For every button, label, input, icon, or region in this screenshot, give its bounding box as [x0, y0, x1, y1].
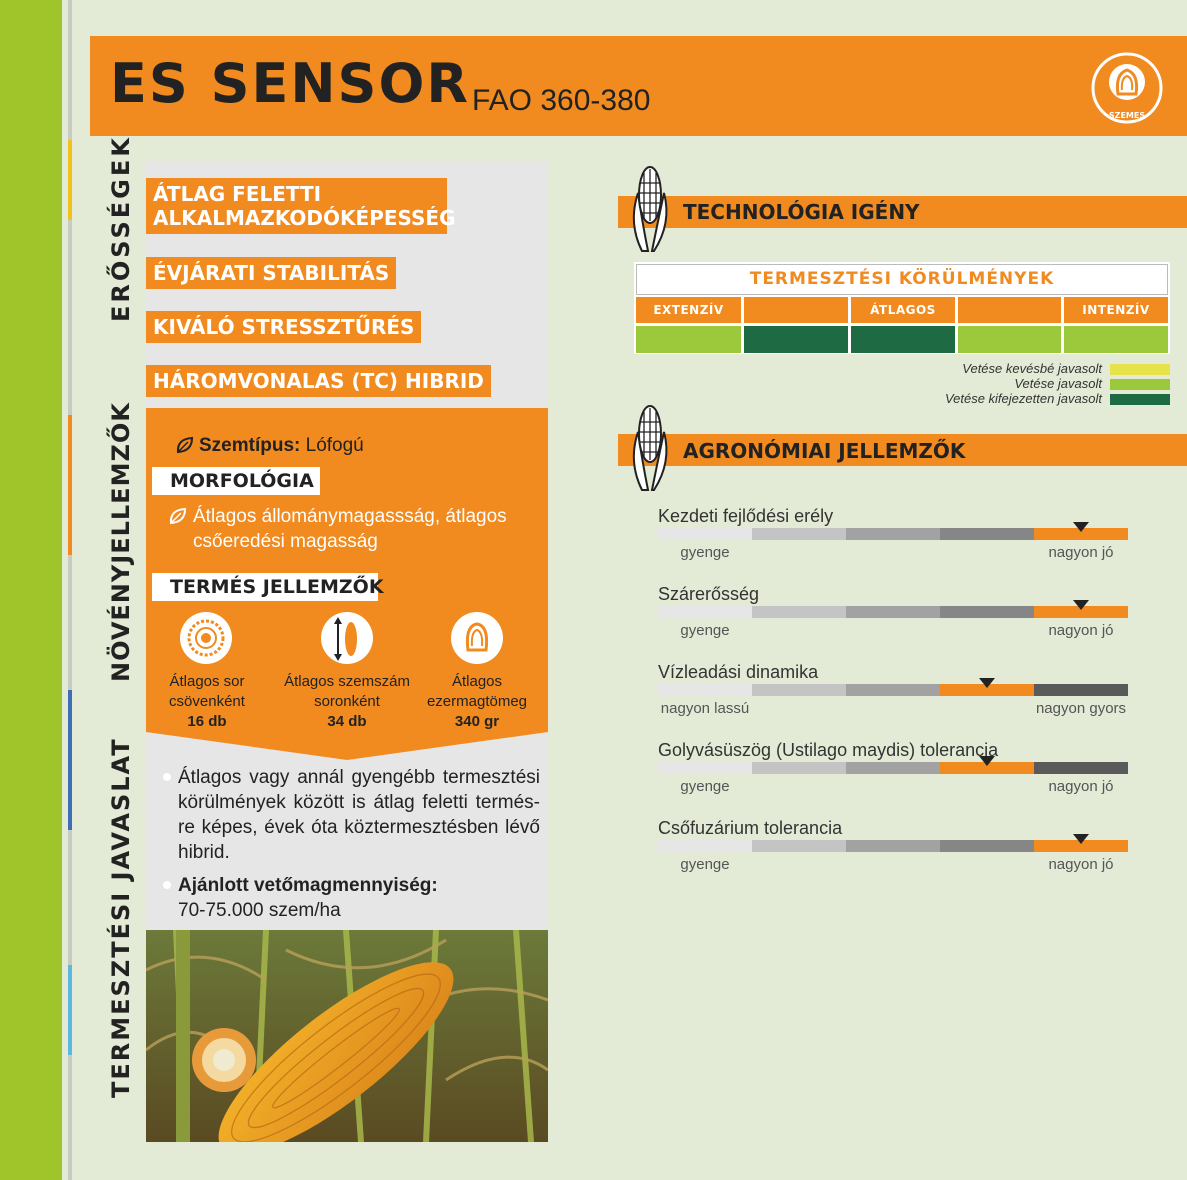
legend-label: Vetése kifejezetten javasolt [944, 391, 1102, 406]
leaf-icon [168, 506, 188, 526]
trait-label: Átlagos ezermagtömeg [426, 673, 528, 710]
left-green-stripe [0, 0, 62, 1180]
rating-low-label: gyenge [680, 778, 730, 795]
trait-label: Átlagos sor csövenként [169, 673, 245, 710]
legend-label: Vetése javasolt [1014, 376, 1102, 391]
color-marker [68, 690, 72, 830]
rating-bar-segment [846, 840, 940, 852]
condition-cell [958, 326, 1061, 353]
strength-tag: ÉVJÁRATI STABILITÁS [146, 257, 396, 289]
strength-tag: KIVÁLÓ STRESSZTŰRÉS [146, 311, 421, 343]
yield-traits-heading: TERMÉS JELLEMZŐK [152, 573, 378, 601]
rating-high-label: nagyon jó [1048, 856, 1114, 873]
morphology-text: Átlagos állománymagassság, átlagos csőeredési magasság [193, 506, 507, 552]
condition-cell [1064, 326, 1168, 353]
column-header: EXTENZÍV [636, 297, 741, 323]
rating-bar-segment [846, 606, 940, 618]
rating-bar-segment [658, 840, 752, 852]
rating-bar-segment [846, 528, 940, 540]
rating-marker-icon [1073, 600, 1089, 610]
agronomy-trait-name: Kezdeti fejlődési erély [658, 506, 834, 526]
condition-cell [851, 326, 955, 353]
seed-type-label: Szemtípus: [199, 435, 301, 456]
color-marker [68, 140, 72, 220]
rating-bar-segment [1034, 762, 1128, 774]
rating-bar-segment [752, 762, 846, 774]
rating-bar-segment [940, 840, 1034, 852]
agronomy-trait-name: Golyvásüszög (Ustilago maydis) tolerancia [658, 740, 999, 760]
agronomy-trait-name: Vízleadási dinamika [658, 662, 819, 682]
rating-bar-segment [658, 606, 752, 618]
rating-bar-segment [658, 762, 752, 774]
rating-marker-icon [1073, 834, 1089, 844]
trait-rows-per-cob [137, 672, 277, 732]
technology-section-title: TECHNOLÓGIA IGÉNY [683, 200, 920, 224]
section-label-strengths: ERŐSSÉGEK [107, 135, 135, 322]
growing-conditions-table [634, 262, 1170, 354]
rating-bar-segment [658, 684, 752, 696]
rating-marker-icon [979, 678, 995, 688]
rating-bar-segment [940, 606, 1034, 618]
strength-tag: ÁTLAG FELETTI ALKALMAZKODÓKÉPESSÉG [146, 178, 447, 234]
rating-bar-segment [846, 684, 940, 696]
rating-bar-segment [752, 606, 846, 618]
agronomy-section-title: AGRONÓMIAI JELLEMZŐK [683, 439, 966, 463]
strength-tag: HÁROMVONALAS (TC) HIBRID [146, 365, 491, 397]
column-header: ÁTLAGOS [851, 297, 955, 323]
trait-label: Átlagos szemszám soronként [284, 673, 410, 710]
bullet-point [163, 773, 171, 781]
corn-cob-icon [622, 402, 678, 494]
grain-type-badge-icon [1082, 50, 1172, 126]
rating-low-label: gyenge [680, 622, 730, 639]
rating-marker-icon [979, 756, 995, 766]
condition-cell [636, 326, 741, 353]
cob-length-icon [321, 612, 373, 664]
seed-rate-label: Ajánlott vetőmagmennyiség: [178, 875, 438, 896]
section-label-recommendation: TERMESZTÉSI JAVASLAT [107, 737, 135, 1098]
rating-high-label: nagyon jó [1048, 544, 1114, 561]
legend-label: Vetése kevésbé javasolt [962, 361, 1102, 376]
rating-low-label: nagyon lassú [660, 700, 750, 717]
rating-bar-segment [752, 684, 846, 696]
color-marker [68, 415, 72, 555]
color-marker [68, 965, 72, 1055]
rating-bar-segment [940, 528, 1034, 540]
recommendation-text: Átlagos vagy annál gyengébb termesztési körülmények között is átlag feletti termés-re képes, évek óta köztermesztésben lévő hibrid. [178, 767, 540, 863]
column-header [958, 297, 1061, 323]
rating-low-label: gyenge [680, 544, 730, 561]
trait-value: 340 gr [454, 713, 500, 730]
rating-marker-icon [1073, 522, 1089, 532]
cob-cross-section-icon [180, 612, 232, 664]
rating-bar-segment [658, 528, 752, 540]
trait-thousand-kernel-weight [407, 672, 547, 732]
column-header: INTENZÍV [1064, 297, 1168, 323]
legend-swatch [1110, 394, 1170, 405]
rating-bar-segment [846, 762, 940, 774]
rating-bar-segment [1034, 684, 1128, 696]
rating-high-label: nagyon jó [1048, 778, 1114, 795]
bullet-point [163, 881, 171, 889]
badge-text: SZEMES [1108, 111, 1146, 120]
legend-swatch [1110, 379, 1170, 390]
seed-type-row [199, 433, 364, 458]
rating-low-label: gyenge [680, 856, 730, 873]
growing-conditions-header: TERMESZTÉSI KÖRÜLMÉNYEK [636, 264, 1168, 295]
kernel-icon [451, 612, 503, 664]
legend-swatch [1110, 364, 1170, 375]
section-label-plant-traits: NÖVÉNYJELLEMZŐK [107, 402, 135, 682]
trait-kernels-per-row [277, 672, 417, 732]
rating-high-label: nagyon jó [1048, 622, 1114, 639]
rating-bar-segment [752, 528, 846, 540]
condition-cell [744, 326, 848, 353]
corn-field-photo [146, 930, 548, 1142]
rating-high-label: nagyon gyors [1035, 700, 1127, 717]
corn-cob-icon [622, 163, 678, 255]
morphology-heading: MORFOLÓGIA [152, 467, 320, 495]
agronomy-trait-name: Csőfuzárium tolerancia [658, 818, 843, 838]
product-title: ES SENSOR [110, 52, 470, 115]
rating-bar-segment [752, 840, 846, 852]
column-header [744, 297, 848, 323]
leaf-icon [175, 435, 195, 455]
trait-value: 16 db [187, 713, 227, 730]
agronomy-trait-name: Szárerősség [658, 584, 760, 604]
fao-label: FAO 360-380 [472, 84, 651, 117]
trait-value: 34 db [327, 713, 367, 730]
seed-type-value: Lófogú [300, 435, 364, 456]
seed-rate-value: 70-75.000 szem/ha [178, 900, 341, 921]
